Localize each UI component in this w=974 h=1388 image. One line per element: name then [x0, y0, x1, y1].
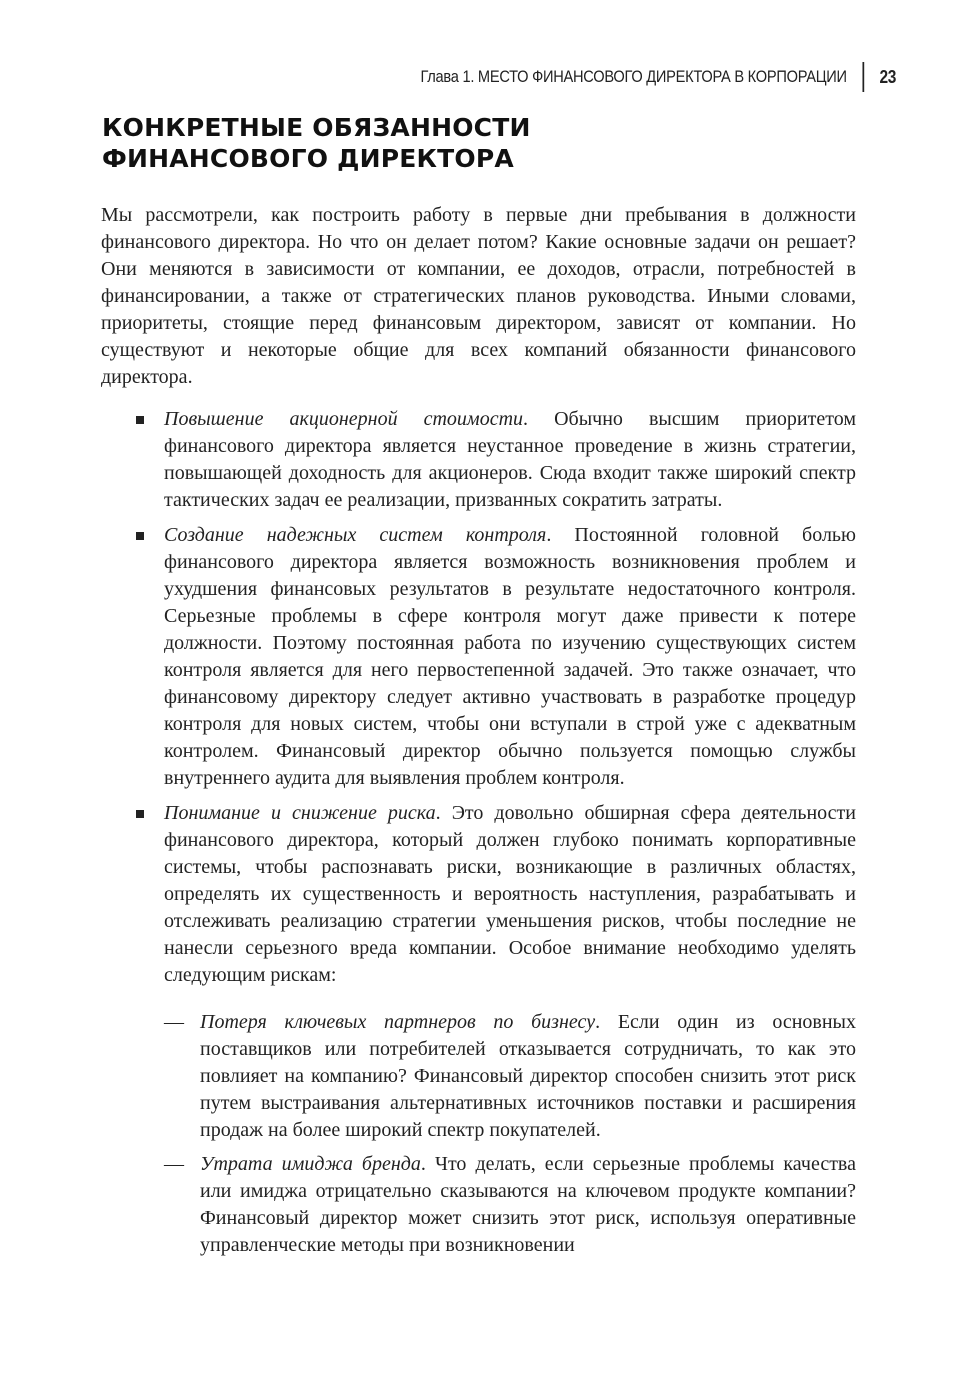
item-text: . Постоянной головной болью финансового директора является возможность возникновения проблем и ухудшения финансовых результатов в результате недостаточного контроля. Серьезные проблемы в сфере контроля могут даже привести к потере должности. Поэтому постоянная работа по изучению существующих систем контроля является для него первостепенной задачей. Это также означает, что финансовому директору следует активно участвовать в разработке процедур контроля для новых систем, чтобы они вступали в строй уже с адекватным контролем. Финансовый директор обычно пользуется помощью службы внутреннего аудита для выявления проблем контроля. — [164, 524, 856, 789]
section-title-line1: КОНКРЕТНЫЕ ОБЯЗАННОСТИ — [102, 113, 531, 142]
square-bullet-icon — [136, 532, 144, 540]
subitem-term: Утрата имиджа бренда — [200, 1153, 421, 1175]
subitem-text: . Что делать, если серьезные проблемы качества или имиджа отрицательно сказываются на ключевом продукте компании? Финансовый директор может снизить этот риск, используя оперативные управленческие методы при возникновении — [200, 1153, 856, 1256]
square-bullet-icon — [136, 416, 144, 424]
sublist-item — [164, 1151, 856, 1259]
responsibilities-list — [101, 406, 856, 1267]
list-item — [101, 406, 856, 514]
em-dash-marker: — — [164, 1011, 184, 1033]
header-divider — [862, 62, 864, 92]
section-title-line2: ФИНАНСОВОГО ДИРЕКТОРА — [102, 144, 514, 173]
item-term: Повышение акционерной стоимости — [164, 408, 524, 430]
intro-paragraph: Мы рассмотрели, как построить работу в первые дни пребывания в должности финансового директора. Но что он делает потом? Какие основные задачи он решает? Они меняются в зависимости от компании, ее доходов, отрасли, потребностей в финансировании, а также от стратегических планов руководства. Иными словами, приоритеты, стоящие перед финансовым директором, зависят от компании. Но существуют и некоторые общие для всех компаний обязанности финансового директора. — [101, 204, 856, 388]
page-number: 23 — [879, 66, 896, 87]
item-term: Создание надежных систем контроля — [164, 524, 547, 546]
section-title — [102, 112, 531, 174]
subitem-text: . Если один из основных поставщиков или потребителей отказывается сотрудничать, то как это повлияет на компанию? Финансовый директор способен снизить этот риск путем выстраивания альтернативных источников поставки и расширения продаж на более широкий спектр покупателей. — [200, 1011, 856, 1141]
item-text: . Это довольно обширная сфера деятельности финансового директора, который должен глубоко понимать корпоративные системы, чтобы распознавать риски, возникающие в различных областях, определять их существенность и вероятность наступления, разрабатывать и отслеживать реализацию стратегии уменьшения рисков, чтобы последние не нанесли серьезного вреда компании. Особое внимание необходимо уделять следующим рискам: — [164, 802, 856, 986]
em-dash-marker: — — [164, 1153, 184, 1175]
subitem-term: Потеря ключевых партнеров по бизнесу — [200, 1011, 596, 1033]
risks-sublist — [164, 1009, 856, 1259]
sublist-item — [164, 1009, 856, 1144]
list-item — [101, 800, 856, 1259]
running-title: Глава 1. МЕСТО ФИНАНСОВОГО ДИРЕКТОРА В КОРПОРАЦИИ — [420, 67, 847, 86]
running-header — [420, 62, 896, 92]
item-term: Понимание и снижение риска — [164, 802, 436, 824]
square-bullet-icon — [136, 810, 144, 818]
list-item — [101, 522, 856, 792]
item-text: . Обычно высшим приоритетом финансового директора является неустанное проведение в жизнь стратегии, повышающей доходность для акционеров. Сюда входит также широкий спектр тактических задач ее реализации, призванных сократить затраты. — [164, 408, 856, 511]
